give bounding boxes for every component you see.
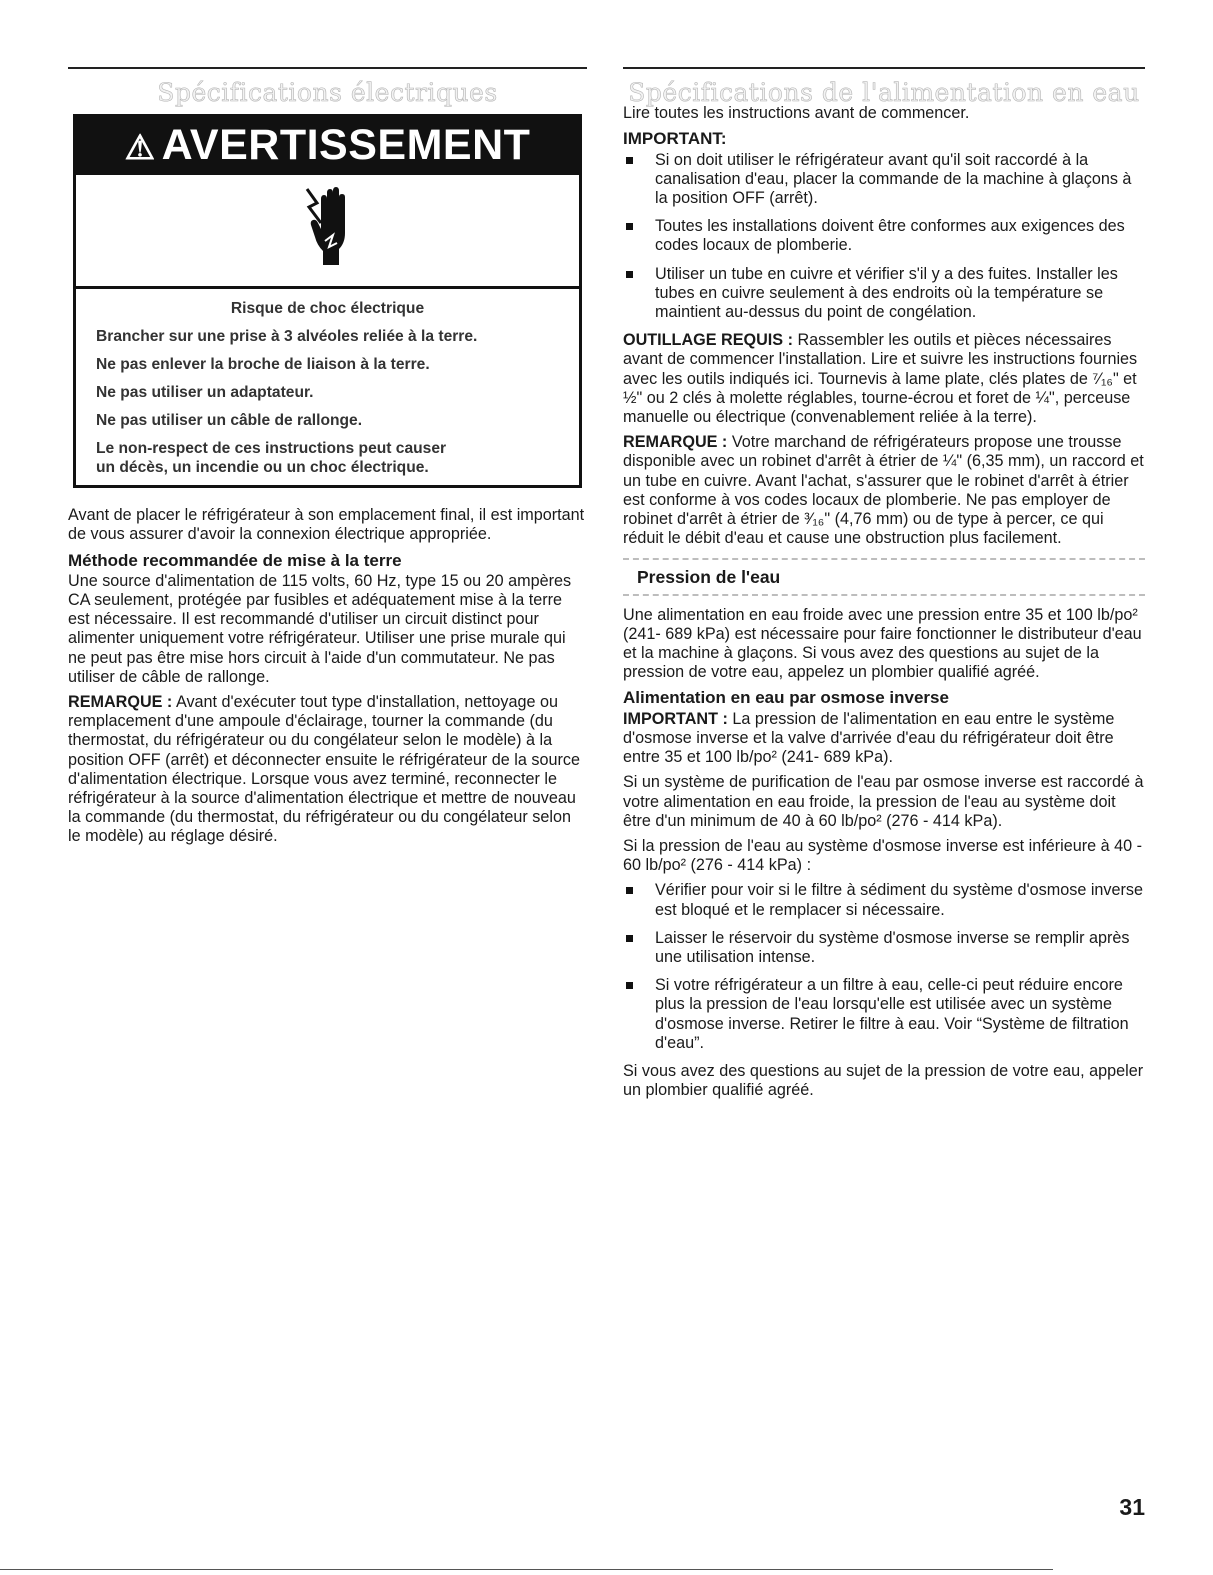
tools-text: Rassembler les outils et pièces nécessaires avant de commencer l'installation. Lire et suivre les instructions fournies avec les outils indiqués ici. Tournevis à lame plate, clés plates de ⁷⁄₁₆" et ½" ou 2 clés à molette réglables, tourne-écrou et foret de ¼", perceuse manuelle ou électrique (convenablement reliée à la terre). [623,331,1138,427]
remark-label: REMARQUE : [68,693,173,712]
electrical-shock-hand-icon [303,185,353,267]
warning-line: Ne pas utiliser un adaptateur. [96,384,314,402]
warning-header [76,117,579,175]
electrical-spec-title: Spécifications électriques [157,78,498,107]
right-top-rule [623,67,1145,69]
reverse-osmosis-heading: Alimentation en eau par osmose inverse [623,688,949,708]
warning-heading: AVERTISSEMENT [161,121,531,170]
list-item: Laisser le réservoir du système d'osmose inverse se remplir après une utilisation intense. [623,929,1145,967]
list-item: Si votre réfrigérateur a un filtre à eau, celle-ci peut réduire encore plus la pression de l'eau lorsqu'elle est utilisée avec un système d'osmose inverse. Retirer le filtre à eau. Voir “Système de filtration d'eau”. [623,976,1145,1053]
ro-important-label: IMPORTANT : [623,709,728,728]
warning-line: Ne pas enlever la broche de liaison à la terre. [96,356,430,374]
grounding-method-heading: Méthode recommandée de mise à la terre [68,550,402,570]
list-item: Vérifier pour voir si le filtre à sédiment du système d'osmose inverse est bloqué et le remplacer si nécessaire. [623,881,1145,919]
tools-label: OUTILLAGE REQUIS : [623,331,793,350]
divider [623,594,1145,596]
important-heading: IMPORTANT: [623,129,727,149]
warning-consequence-1: Le non-respect de ces instructions peut causer [96,440,447,458]
warning-line: Ne pas utiliser un câble de rallonge. [96,412,363,430]
bottom-rule [0,1569,1053,1570]
ro-paragraph: Si un système de purification de l'eau par osmose inverse est raccordé à votre alimentation en eau froide, la pression de l'eau au système doit être d'un minimum de 40 à 60 lb/po² (276 - 414 kPa). [623,773,1144,830]
remark-label: REMARQUE : [623,433,728,452]
warning-box [73,114,582,488]
list-item: Si on doit utiliser le réfrigérateur avant qu'il soit raccordé à la canalisation d'eau, placer la commande de la machine à glaçons à la position OFF (arrêt). [623,151,1145,209]
remark-text: Votre marchand de réfrigérateurs propose une trousse disponible avec un robinet d'arrêt à étrier de ¼" (6,35 mm), un raccord et un tube en cuivre. Avant l'achat, s'assurer que le robinet d'arrêt à étrier est conforme à vos codes locaux de plomberie. Ne pas employer de robinet d'arrêt à étrier de ³⁄₁₆" (4,76 mm) ou de type à percer, ce qui réduit le débit d'eau et cause une obstruction plus facilement. [623,433,1144,548]
warning-risk: Risque de choc électrique [230,300,425,318]
important-list [623,151,1145,323]
warning-line: Brancher sur une prise à 3 alvéoles reliée à la terre. [96,328,478,346]
ro-list [623,881,1145,1053]
remark-text: Avant d'exécuter tout type d'installation, nettoyage ou remplacement d'une ampoule d'éclairage, tourner la commande (du thermostat, du réfrigérateur ou du congélateur selon le modèle) à la position OFF (arrêt) et déconnecter ensuite le réfrigérateur de la source d'alimentation électrique. Lorsque vous avez terminé, reconnecter le réfrigérateur à la source d'alimentation électrique et mettre de nouveau la commande (du thermostat, du réfrigérateur ou du congélateur selon le modèle) au réglage désiré. [68,693,580,846]
closing-text: Si vous avez des questions au sujet de la pression de votre eau, appeler un plombier qualifié agréé. [623,1061,1144,1100]
pressure-text: Une alimentation en eau froide avec une pression entre 35 et 100 lb/po² (241- 689 kPa) est nécessaire pour faire fonctionner le distributeur d'eau et la machine à glaçons. Si vous avez des questions au sujet de la pression de votre eau, appelez un plombier qualifié agréé. [623,605,1142,682]
page-number: 31 [1119,1494,1145,1520]
water-remark [623,433,1145,548]
electrical-remark [68,693,587,847]
left-column [68,80,587,853]
ro-paragraph: Si la pression de l'eau au système d'osmose inverse est inférieure à 40 - 60 lb/po² (276 - 414 kPa) : [623,836,1143,875]
ro-important [623,710,1145,768]
read-instructions: Lire toutes les instructions avant de commencer. [623,104,970,123]
left-top-rule [68,67,587,69]
water-spec-title: Spécifications de l'alimentation en eau [628,78,1140,107]
list-item: Toutes les installations doivent être conformes aux exigences des codes locaux de plomberie. [623,217,1145,255]
grounding-method-text: Une source d'alimentation de 115 volts, 60 Hz, type 15 ou 20 ampères CA seulement, protégée par fusibles et adéquatement mise à la terre est nécessaire. Il est recommandé d'utiliser un circuit distinct pour alimenter uniquement votre réfrigérateur. Utiliser une prise murale qui ne peut pas être mise hors circuit à l'aide d'un commutateur. Ne pas utiliser de câble de rallonge. [68,571,572,686]
shock-icon-area [76,175,579,289]
electrical-intro: Avant de placer le réfrigérateur à son emplacement final, il est important de vous assurer d'avoir la connexion électrique appropriée. [68,506,585,544]
tools-required [623,331,1145,427]
warning-consequence-2: un décès, un incendie ou un choc électrique. [96,459,429,477]
warning-triangle-icon: ⚠ [124,129,156,168]
right-column [623,80,1145,1106]
ro-important-text: La pression de l'alimentation en eau entre le système d'osmose inverse et la valve d'arrivée d'eau du réfrigérateur doit être entre 35 et 100 lb/po² (241- 689 kPa). [623,709,1115,767]
warning-body [76,289,579,485]
pressure-heading: Pression de l'eau [637,567,781,588]
pressure-section-header [623,558,1145,595]
list-item: Utiliser un tube en cuivre et vérifier s'il y a des fuites. Installer les tubes en cuivre seulement à des endroits où la température se maintient au-dessus du point de congélation. [623,265,1145,323]
